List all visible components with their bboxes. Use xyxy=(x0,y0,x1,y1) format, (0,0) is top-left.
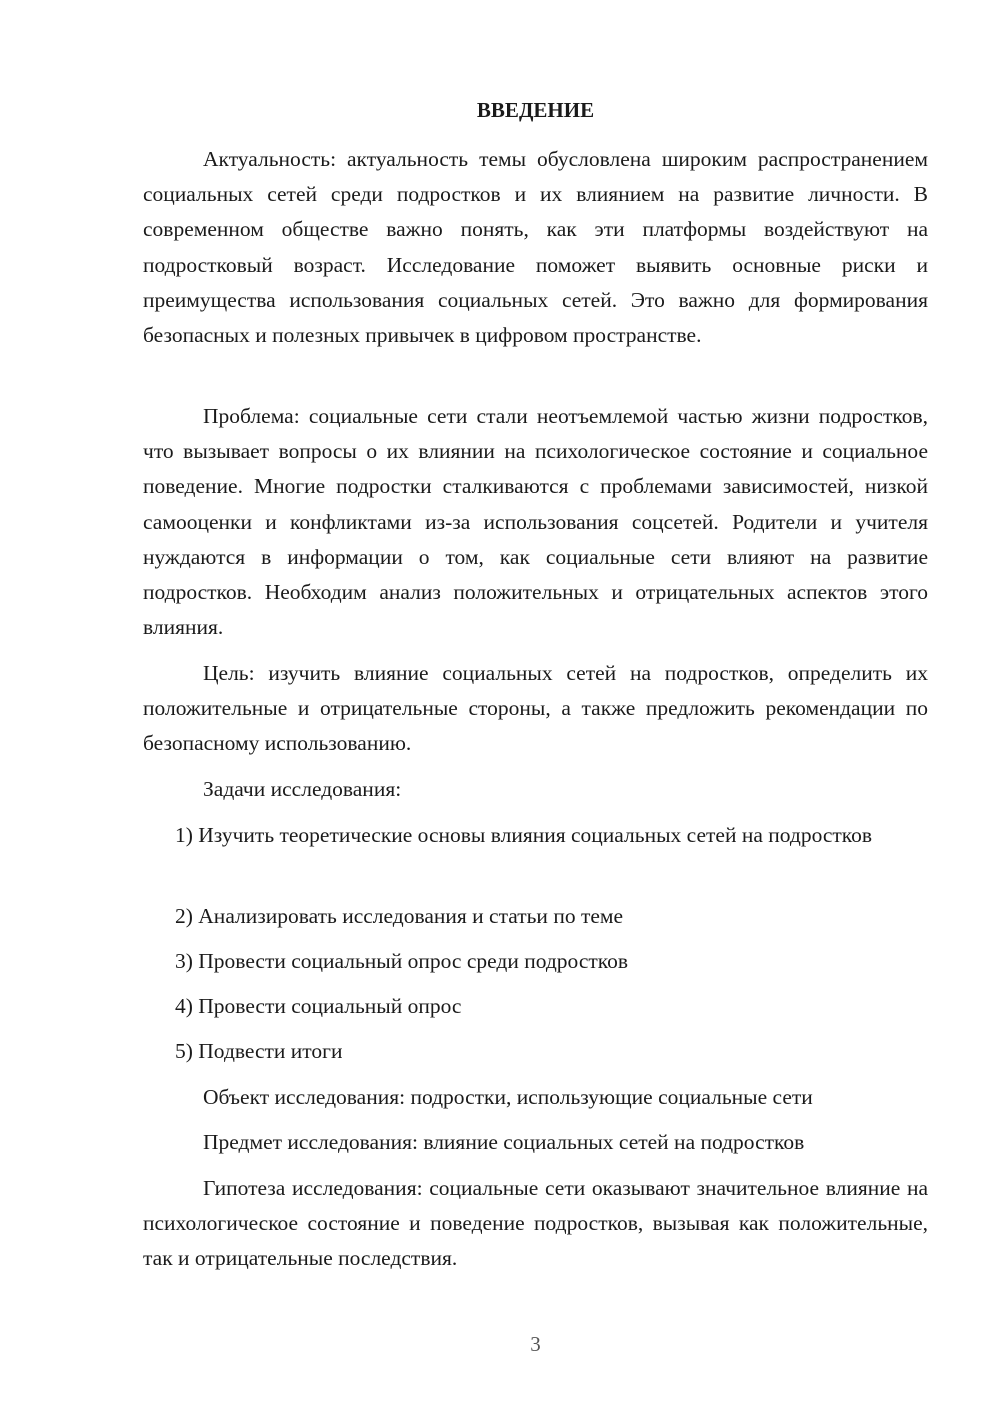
research-object: Объект исследования: подростки, использующие социальные сети xyxy=(203,1085,813,1109)
relevance-paragraph: Актуальность: актуальность темы обусловлена широким распространением социальных сетей среди подростков и их влиянием на развитие личности. В современном обществе важно понять, как эти платформы воздействуют на подростковый возраст. Исследование поможет выявить основные риски и преимущества использования социальных сетей. Это важно для формирования безопасных и полезных привычек в цифровом пространстве. xyxy=(143,147,928,348)
hypothesis-paragraph: Гипотеза исследования: социальные сети оказывают значительное влияние на психологическое состояние и поведение подростков, вызывая как положительные, так и отрицательные последствия. xyxy=(143,1176,928,1271)
task-item-5: 5) Подвести итоги xyxy=(175,1039,343,1063)
problem-paragraph: Проблема: социальные сети стали неотъемлемой частью жизни подростков, что вызывает вопросы о их влиянии на психологическое состояние и социальное поведение. Многие подростки сталкиваются с проблемами зависимостей, низкой самооценки и конфликтами из-за использования соцсетей. Родители и учителя нуждаются в информации о том, как социальные сети влияют на развитие подростков. Необходим анализ положительных и отрицательных аспектов этого влияния. xyxy=(143,404,928,640)
task-item-4: 4) Провести социальный опрос xyxy=(175,994,462,1018)
document-page xyxy=(143,0,928,1414)
task-item-1: 1) Изучить теоретические основы влияния социальных сетей на подростков xyxy=(175,823,873,847)
task-item-2: 2) Анализировать исследования и статьи по теме xyxy=(175,904,624,928)
research-subject: Предмет исследования: влияние социальных сетей на подростков xyxy=(203,1130,805,1154)
section-heading: ВВЕДЕНИЕ xyxy=(476,98,595,122)
tasks-heading: Задачи исследования: xyxy=(203,777,402,801)
page-number: 3 xyxy=(530,1332,541,1356)
goal-paragraph: Цель: изучить влияние социальных сетей на подростков, определить их положительные и отрицательные стороны, а также предложить рекомендации по безопасному использованию. xyxy=(143,661,928,756)
task-item-3: 3) Провести социальный опрос среди подростков xyxy=(175,949,629,973)
